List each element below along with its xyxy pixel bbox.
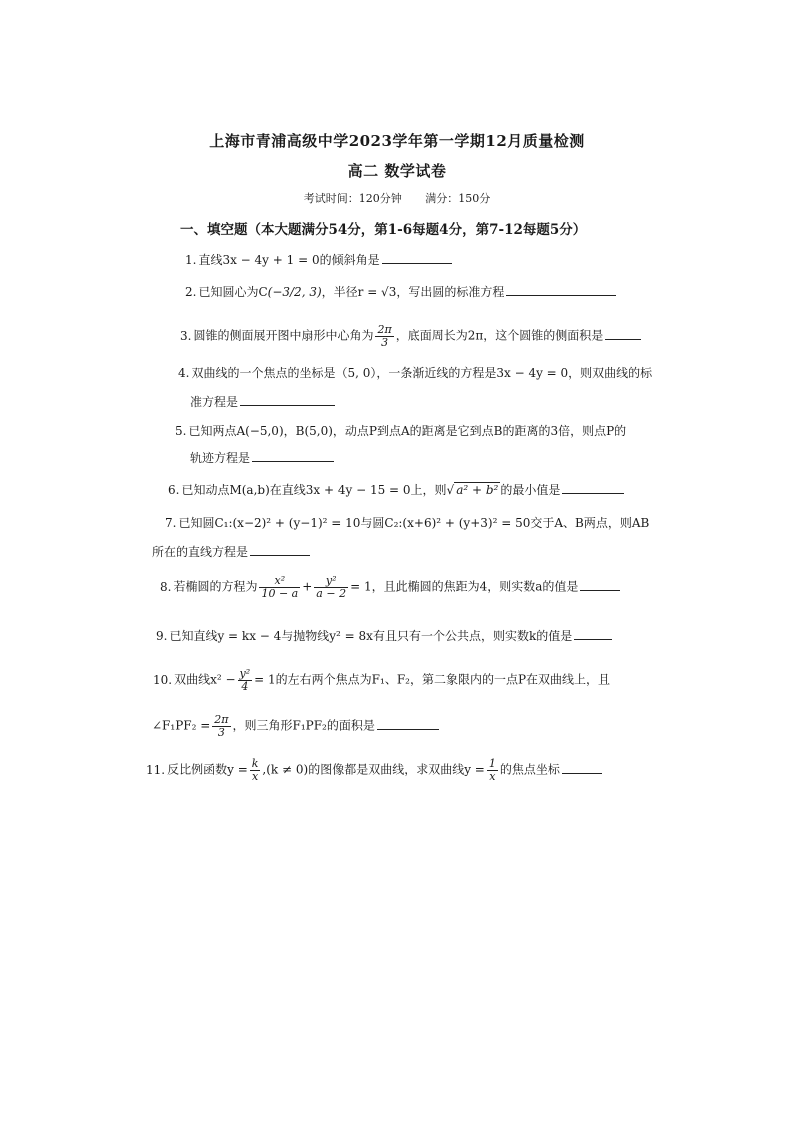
- question-10: 10. 双曲线x² − $\frac{\text{y²}}{4}$ = 1的左右两个焦点为F₁、F₂，第二象限内的一点P在双曲线上，且: [153, 667, 611, 693]
- answer-blank-6: [562, 480, 624, 494]
- fraction: $\frac{2\pi}{3}$: [214, 713, 229, 739]
- question-9: 9. 已知直线y = kx − 4与抛物线y² = 8x有且只有一个公共点，则实数k的值是: [156, 626, 612, 645]
- question-10-line2: ∠F₁PF₂ = $\frac{2\pi}{3}$ ，则三角形F₁PF₂的面积是: [152, 714, 439, 738]
- section-title: 一、填空题（本大题满分54分，第1-6每题4分，第7-12每题5分）: [180, 222, 587, 238]
- question-5-line2: 轨迹方程是: [190, 448, 334, 467]
- question-2: 2. 已知圆心为C(−3/2, 3)，半径r = √3，写出圆的标准方程: [185, 282, 616, 301]
- question-11: 11. 反比例函数y = $\frac{k}{x}$ ,(k ≠ 0)的图像都是双曲线，求双曲线y = $\frac{1}{x}$ 的焦点坐标: [146, 758, 602, 782]
- answer-blank-2: [506, 282, 616, 296]
- question-7: 7. 已知圆C₁:(x−2)² + (y−1)² = 10与圆C₂:(x+6)² + (y+3)² = 50交于A、B两点，则AB: [165, 516, 650, 530]
- exam-title: 上海市青浦高级中学2023学年第一学期12月质量检测: [209, 132, 585, 150]
- question-3: 3. 圆锥的侧面展开图中扇形中心角为 $\frac{2\pi}{3}$ ，底面周长为2π，这个圆锥的侧面积是: [180, 324, 641, 348]
- fraction: $\frac{\text{x²}}{10 - a}$: [261, 574, 299, 600]
- full-score: 满分：150分: [425, 192, 491, 205]
- answer-blank-8: [580, 577, 620, 591]
- fraction: $\frac{\text{y²}}{a - 2}$: [316, 574, 347, 600]
- answer-blank-3: [605, 326, 641, 340]
- question-1: 1. 直线3x − 4y + 1 = 0的倾斜角是: [185, 250, 452, 269]
- answer-blank-11: [562, 760, 602, 774]
- fraction: $\frac{1}{x}$: [488, 757, 496, 783]
- fraction: $\frac{2\pi}{3}$: [377, 323, 392, 349]
- fraction: $\frac{\text{y²}}{4}$: [239, 667, 251, 693]
- answer-blank-10: [377, 716, 439, 730]
- answer-blank-9: [574, 626, 612, 640]
- answer-blank-4: [240, 392, 335, 406]
- question-4: 4. 双曲线的一个焦点的坐标是（5, 0），一条渐近线的方程是3x − 4y = 0，则双曲线的标: [178, 366, 653, 380]
- exam-info: [0, 190, 794, 206]
- answer-blank-1: [382, 250, 452, 264]
- exam-time: 考试时间：120分钟: [303, 192, 402, 205]
- fraction: $\frac{k}{x}$: [251, 757, 259, 783]
- answer-blank-5: [252, 448, 334, 462]
- question-5: 5. 已知两点A(−5,0)，B(5,0)，动点P到点A的距离是它到点B的距离的3倍，则点P的: [175, 424, 627, 438]
- question-8: 8. 若椭圆的方程为 $\frac{\text{x²}}{10 - a}$ + $\frac{\text{y²}}{a - 2}$ = 1，且此椭圆的焦距为4，则实数a的值是: [160, 575, 620, 599]
- exam-subtitle: 高二 数学试卷: [347, 162, 447, 180]
- question-7-line2: 所在的直线方程是: [152, 542, 310, 561]
- answer-blank-7: [250, 542, 310, 556]
- question-6: 6. 已知动点M(a,b)在直线3x + 4y − 15 = 0上，则√ a² + b² 的最小值是: [168, 480, 624, 499]
- question-4-line2: 准方程是: [190, 392, 335, 411]
